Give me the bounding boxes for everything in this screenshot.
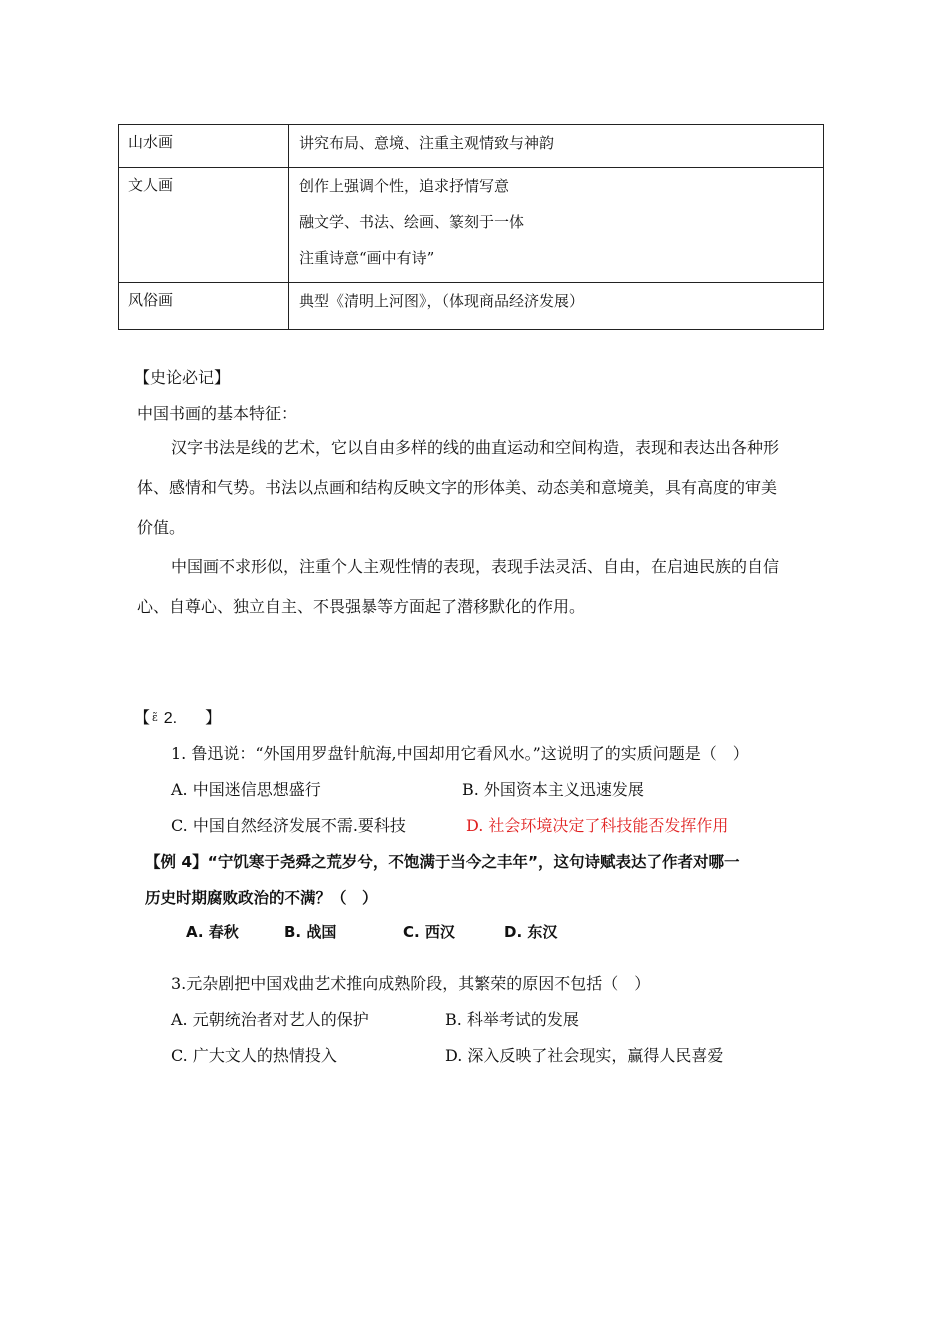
question-3-stem: 3.元杂剧把中国戏曲艺术推向成熟阶段，其繁荣的原因不包括（ ）	[171, 974, 651, 993]
question-1-stem: 1. 鲁迅说：“外国用罗盘针航海,中国却用它看风水。”这说明了的实质问题是（ ）	[171, 744, 749, 763]
section-heading-shilun: 【史论必记】	[134, 368, 231, 387]
question-3-option-b: B. 科举考试的发展	[445, 1010, 579, 1029]
table-row	[119, 283, 824, 330]
category-cell: 山水画	[119, 125, 289, 168]
table-row	[119, 125, 824, 168]
paragraph-line: 汉字书法是线的艺术，它以自由多样的线的曲直运动和空间构造，表现和表达出各种形	[171, 438, 780, 457]
category-cell: 风俗画	[119, 283, 289, 330]
example-4-option-d: D. 东汉	[504, 923, 558, 941]
description-line: 典型《清明上河图》，（体现商品经济发展）	[299, 292, 585, 310]
table-row	[119, 168, 824, 283]
paragraph-line: 体、感情和气势。书法以点画和结构反映文字的形体美、动态美和意境美，具有高度的审美	[137, 478, 778, 497]
paragraph-line: 心、自尊心、独立自主、不畏强暴等方面起了潜移默化的作用。	[137, 597, 586, 616]
description-cell	[289, 283, 824, 330]
heading-garbled-glyph: ɛ̃	[152, 711, 158, 724]
practice-heading	[134, 706, 221, 731]
category-cell: 文人画	[119, 168, 289, 283]
description-line: 注重诗意“画中有诗”	[299, 249, 435, 267]
question-3-option-d: D. 深入反映了社会现实，赢得人民喜爱	[445, 1046, 724, 1065]
question-1-option-b: B. 外国资本主义迅速发展	[462, 780, 644, 799]
description-line: 融文学、书法、绘画、篆刻于一体	[299, 213, 525, 231]
example-4-stem-line2: 历史时期腐败政治的不满？（ ）	[145, 889, 378, 907]
painting-types-table	[118, 124, 824, 330]
example-4-option-b: B. 战国	[284, 923, 337, 941]
heading-number: 2.	[163, 710, 178, 727]
paragraph-line: 中国画不求形似，注重个人主观性情的表现，表现手法灵活、自由，在启迪民族的自信	[171, 557, 780, 576]
description-cell	[289, 168, 824, 283]
question-3-option-c: C. 广大文人的热情投入	[171, 1046, 337, 1065]
question-1-option-a: A. 中国迷信思想盛行	[171, 780, 321, 799]
example-4-stem-line1: 【例 4】“宁饥寒于尧舜之荒岁兮，不饱满于当今之丰年”，这句诗赋表达了作者对哪一	[145, 853, 740, 871]
section-subheading: 中国书画的基本特征：	[137, 404, 298, 423]
example-4-option-a: A. 春秋	[186, 923, 239, 941]
question-3-option-a: A. 元朝统治者对艺人的保护	[171, 1010, 369, 1029]
heading-bracket-right: 】	[205, 708, 222, 727]
question-1-option-d-answer: D. 社会环境决定了科技能否发挥作用	[466, 816, 729, 835]
heading-bracket-left: 【	[134, 708, 151, 727]
example-4-option-c: C. 西汉	[403, 923, 455, 941]
question-1-option-c: C. 中国自然经济发展不需.要科技	[171, 816, 406, 835]
description-line: 讲究布局、意境、注重主观情致与神韵	[299, 134, 555, 152]
paragraph-line: 价值。	[137, 518, 186, 537]
description-cell	[289, 125, 824, 168]
description-line: 创作上强调个性，追求抒情写意	[299, 177, 510, 195]
